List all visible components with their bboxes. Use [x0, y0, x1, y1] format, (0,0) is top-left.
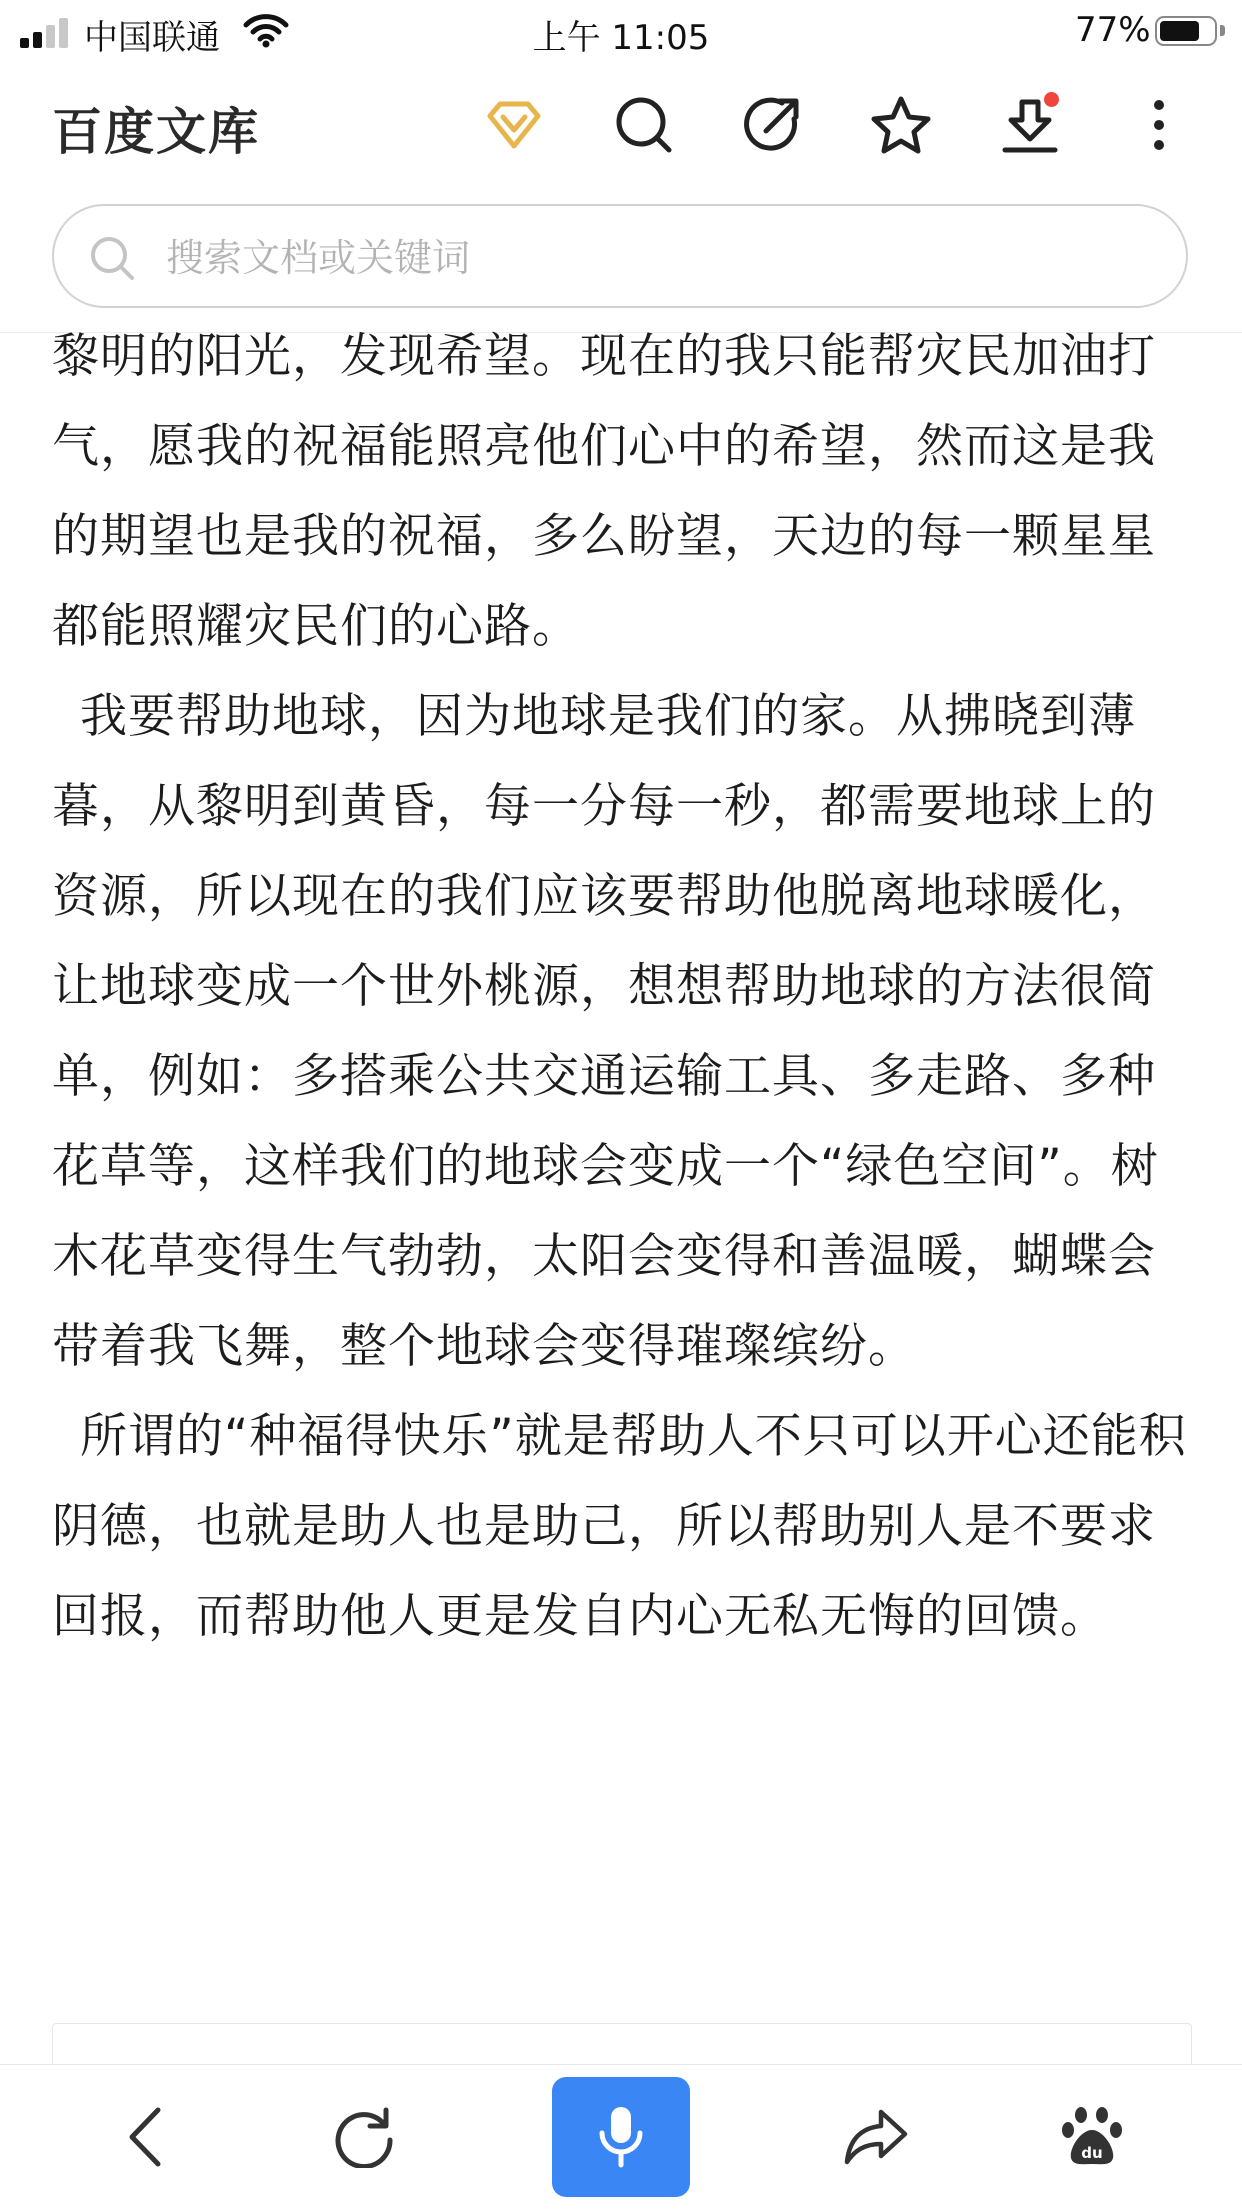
- more-menu-icon[interactable]: [1124, 90, 1194, 160]
- vip-diamond-icon[interactable]: [479, 90, 549, 160]
- microphone-icon: [596, 2105, 646, 2169]
- search-icon[interactable]: [609, 90, 679, 160]
- download-icon[interactable]: [995, 90, 1065, 160]
- bottom-toolbar: [0, 2064, 1242, 2209]
- back-icon[interactable]: [74, 2065, 214, 2209]
- refresh-icon[interactable]: [295, 2065, 435, 2209]
- article-body: [52, 312, 1192, 1662]
- search-input[interactable]: [164, 226, 1148, 290]
- carrier-name: 中国联通: [84, 18, 220, 58]
- battery-terminal: [1220, 25, 1225, 36]
- status-bar: [0, 0, 1242, 62]
- notification-dot: [1044, 92, 1059, 107]
- article-paragraph: 黎明的阳光，发现希望。现在的我只能帮灾民加油打气，愿我的祝福能照亮他们心中的希望，然而这是我的期望也是我的祝福，多么盼望，天边的每一颗星星都能照耀灾民们的心路。: [52, 329, 1156, 654]
- app-title: 百度文库: [52, 103, 260, 161]
- baidu-paw-icon[interactable]: [1022, 2065, 1162, 2209]
- article-paragraph: 所谓的“种福得快乐”就是帮助人不只可以开心还能积阴德，也就是助人也是助己，所以帮助别人是不要求回报，而帮助他人更是发自内心无私无悔的回馈。: [52, 1409, 1187, 1644]
- favorite-star-icon[interactable]: [866, 90, 936, 160]
- battery-percent: 77%: [1075, 10, 1151, 50]
- share-icon[interactable]: [737, 90, 807, 160]
- svg-text:du: du: [1081, 2144, 1103, 2162]
- status-time: 上午 11:05: [532, 18, 710, 58]
- search-bar[interactable]: [52, 204, 1188, 308]
- voice-search-button[interactable]: [552, 2077, 690, 2197]
- search-field-icon: [88, 234, 136, 282]
- forward-share-icon[interactable]: [806, 2065, 946, 2209]
- battery-icon: [1155, 16, 1217, 46]
- top-bar: [0, 62, 1242, 333]
- article-paragraph: 我要帮助地球，因为地球是我们的家。从拂晓到薄暮，从黎明到黄昏，每一分每一秒，都需要地球上的资源，所以现在的我们应该要帮助他脱离地球暖化，让地球变成一个世外桃源，想想帮助地球的方法很简单，例如：多搭乘公共交通运输工具、多走路、多种花草等，这样我们的地球会变成一个“绿色空间”。树木花草变得生气勃勃，太阳会变得和善温暖，蝴蝶会带着我飞舞，整个地球会变得璀璨缤纷。: [52, 689, 1159, 1374]
